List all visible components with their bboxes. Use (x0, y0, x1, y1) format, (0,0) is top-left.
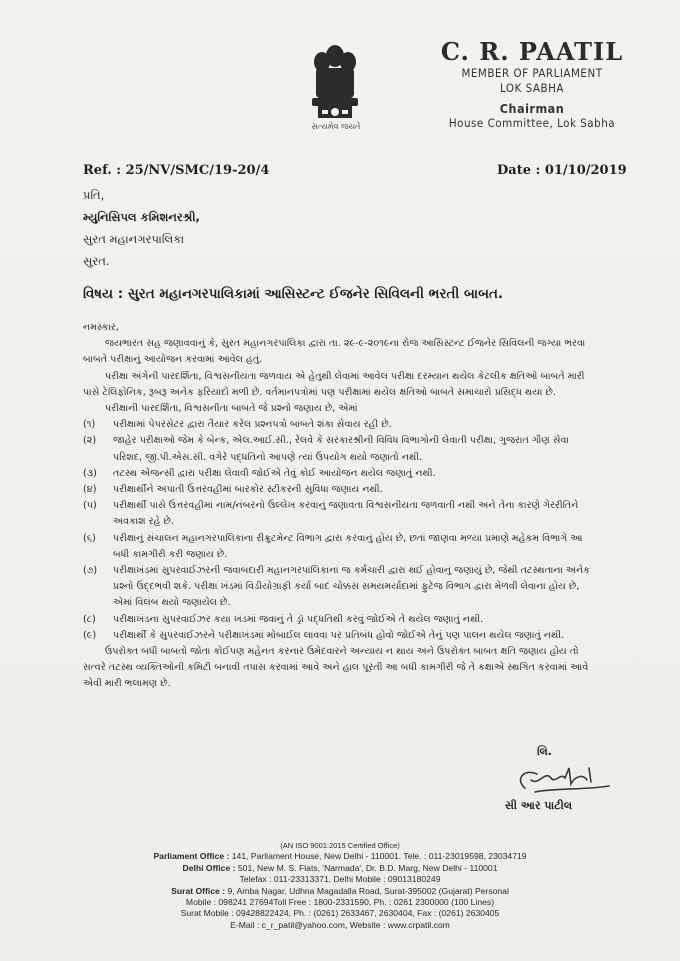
list-item (83, 612, 593, 628)
footer-email: E-Mail : c_r_patil@yahoo.com, Website : www.crpatil.com (230, 919, 450, 930)
paragraph-2: પરીક્ષા અંગેની પારદર્શિતા, વિશ્વસનીયતા જળવાય એ હેતુથી લેવામાં આવેલ પરીક્ષા દરમ્યાન થયેલ કેટલીક ક્ષતિઓ બાબતે મારી પાસે ટેલિફોનિક, રૂબરૂ અનેક ફરિયાદો મળી છે. વર્તમાનપત્રોમાં પણ પરીક્ષામાં થયેલ ક્ષતિઓ બાબતે સમાચારો પ્રસિદ્ધ થયા છે. (83, 370, 585, 398)
list-item-number: (૧) (83, 419, 96, 431)
list-item (83, 417, 593, 433)
footer-parliament-office (0, 851, 680, 862)
footer-value: 141, Parliament House, New Delhi - 110001. Tele. : 011-23019598, 23034719 (231, 851, 527, 862)
list-item (83, 563, 593, 612)
recipient-prati: પ્રતિ, (83, 188, 105, 202)
list-item-number: (૩) (83, 467, 97, 479)
list-item-number: (૫) (83, 500, 97, 512)
list-item-text: પરીક્ષાખંડના સુપરવાઈઝર કયા ખંડમાં જવાનું તે ડ્રૉ પદ્ધતિથી કરવું જોઈએ તે થયેલ જણાતું નથી. (113, 613, 484, 625)
list-item-number: (૬) (83, 532, 96, 544)
paragraph-3: પરીક્ષાની પારદર્શિતા, વિશ્વસનીતા બાબતે જે પ્રશ્નો જણાય છે, એમાં (105, 403, 358, 415)
signatory-name: સી આર પાટીલ (505, 799, 573, 812)
list-item (83, 628, 593, 644)
letterhead-line2: LOK SABHA (500, 81, 564, 95)
letter-date: Date : 01/10/2019 (497, 163, 627, 178)
list-item-number: (૯) (83, 629, 97, 641)
footer-value: 9, Amba Nagar, Udhna Magadalla Road, Surat-395002 (Gujarat) Personal (227, 885, 509, 896)
footer-surat-mobile-2: Surat Mobile : 09428822424, Ph. : (0261) 2633467, 2630404, Fax : (0261) 2630405 (180, 908, 500, 919)
list-item-number: (૪) (83, 484, 97, 496)
list-item-number: (૨) (83, 435, 97, 447)
footer-delhi-telefax: Telefax : 011-23313371, Delhi Mobile : 09013180249 (239, 874, 441, 885)
footer-label: Parliament Office : (153, 851, 230, 862)
list-item-text: પરીક્ષાર્થીને અપાતી ઉત્તરવહીમાં બારકોર સ્ટીકરની સુવિધા જણાય નથી. (113, 484, 383, 496)
letterhead-line1: MEMBER OF PARLIAMENT (461, 66, 603, 80)
list-item (83, 531, 593, 563)
footer-surat-office (0, 886, 680, 897)
footer-value: 501, New M. S. Flats, 'Narmada', Dr. B.D. Marg, New Delhi - 110001 (237, 862, 498, 873)
list-item (83, 433, 593, 465)
recipient-title: મ્યુનિસિપલ કમિશનરશ્રી, (83, 210, 200, 224)
list-item-text: જાહેર પરીક્ષાઓ જેમ કે બેન્ક, એલ.આઈ.સી., રેલવે કે સરકારશ્રીની વિવિધ વિભાગોની લેવાતી પરીક્ષા, ગુજરાત ગૌણ સેવા પરિશદ, જી.પી.એસ.સી. વગેરે પદ્ધતિનો આપણે ત્યાં ઉપયોગ થયો જણાતો નથી. (113, 435, 569, 463)
list-item (83, 498, 593, 530)
list-item-text: પરીક્ષાર્થી કે સુપરવાઈઝરને પરીક્ષાખંડમાં મોબાઈલ લાવવા પર પ્રતિબંધ હોવો જોઈએ તેનું પણ પાલન થયેલ જણાતું નથી. (113, 629, 565, 641)
list-item-number: (૭) (83, 565, 98, 577)
emblem-motto: સત્યમેવ જયતે (311, 122, 361, 131)
subject-line: વિષય : સુરત મહાનગરપાલિકામાં આસિસ્ટન્ટ ઈજનેર સિવિલની ભરતી બાબત. (83, 286, 504, 302)
recipient-org: સુરત મહાનગરપાલિકા (83, 232, 185, 246)
letter-footer (0, 840, 680, 931)
salutation: નમસ્કાર, (83, 322, 119, 333)
letterhead (432, 37, 632, 131)
closing-paragraph: ઉપરોક્ત બધી બાબતો જોતા કોઈપણ મહેનત કરનાર ઉમેદવારને અન્યાય ન થાય અને ઉપરોક્ત બાબત ક્ષતિ જણાય હોય તો સત્વરે તટસ્થ વ્યક્તિઓની કમિટી બનાવી તપાસ કરવામાં આવે અને હાલ પૂરતી આ બધી કામગીરી જે તે કક્ષાએ સ્થગિત કરવામાં આવે એવી મારી ભલામણ છે. (83, 646, 589, 690)
footer-label: Surat Office : (171, 885, 226, 896)
letterhead-committee: House Committee, Lok Sabha (448, 116, 616, 130)
list-item (83, 482, 593, 498)
paragraph-1: જયભારત સહ જણાવવાનું કે, સુરત મહાનગરપાલિકા દ્વારા તા. ૨૯-૯-૨૦૧૯ના રોજ આસિસ્ટન્ટ ઈજનેર સિવિલની જગ્યા ભરવા બાબતે પરીક્ષાનું આયોજન કરવામાં આવેલ હતું. (83, 338, 586, 366)
letterhead-role: Chairman (499, 101, 565, 116)
signature-icon (505, 760, 615, 800)
list-item (83, 466, 593, 482)
list-item-text: પરીક્ષાખંડમાં સુપરવાઈઝરની જવાબદારી મહાનગરપાલિકાના જ કર્મચારી દ્વારા થઈ હોવાનું જણાયું છે, જેથી તટસ્થતાના અનેક પ્રશ્નો ઉદ્દભવી શકે. પરીક્ષા ખંડમાં વિડીયોગ્રાફી કર્યા બાદ ચોક્કસ સમયમર્યાદામાં ફુટેજ વિભાગ દ્વારા મેળવી લેવાના હોય છે, એમાં વિલંબ થયો જણાયેલ છે. (113, 565, 590, 609)
list-item-text: પરીક્ષાર્થી પાસે ઉત્તરવહીમાં નામ/નંબરનો ઉલ્લેખ કરવાનું જણાવતા વિશ્વસનીયતા જળવાતી નથી અને તેના કારણે ગેરરીતિને અવકાશ રહે છે. (113, 500, 579, 528)
list-item-text: પરીક્ષામાં પેપરસેટર દ્વારા તૈયાર કરેલ પ્રશ્નપત્રો બાબતે શંકા સેવાય રહી છે. (113, 419, 392, 431)
list-item-text: પરીક્ષાનું સંચાલન મહાનગરપાલિકાના રીક્રુટમેન્ટ વિભાગ દ્વારા કરવાનું હોય છે, છતાં જાણવા મળ્યા પ્રમાણે મહેકમ વિભાગે આ બધી કામગીરી કરી જણાય છે. (113, 532, 583, 560)
list-item-number: (૮) (83, 613, 96, 625)
recipient-city: સુરત. (83, 254, 110, 268)
reference-number: Ref. : 25/NV/SMC/19-20/4 (83, 163, 270, 178)
letterhead-name: C. R. PAATIL (440, 37, 624, 66)
footer-delhi-office (0, 863, 680, 874)
list-item-text: તટસ્થ એજન્સી દ્વારા પરીક્ષા લેવાવી જોઈએ તેવું કોઈ આયોજન થયેલ જણાતું નથી. (113, 467, 436, 479)
footer-iso: (AN ISO 9001:2015 Certified Office) (280, 841, 400, 850)
letter-body (83, 320, 593, 693)
footer-label: Delhi Office : (182, 862, 236, 873)
sign-off: લિ. (537, 745, 552, 758)
footer-surat-mobile: Mobile : 098241 27694Toll Free : 1800-2331590, Ph. : 0261 2300000 (100 Lines) (185, 897, 495, 908)
recipient-address (83, 184, 200, 272)
